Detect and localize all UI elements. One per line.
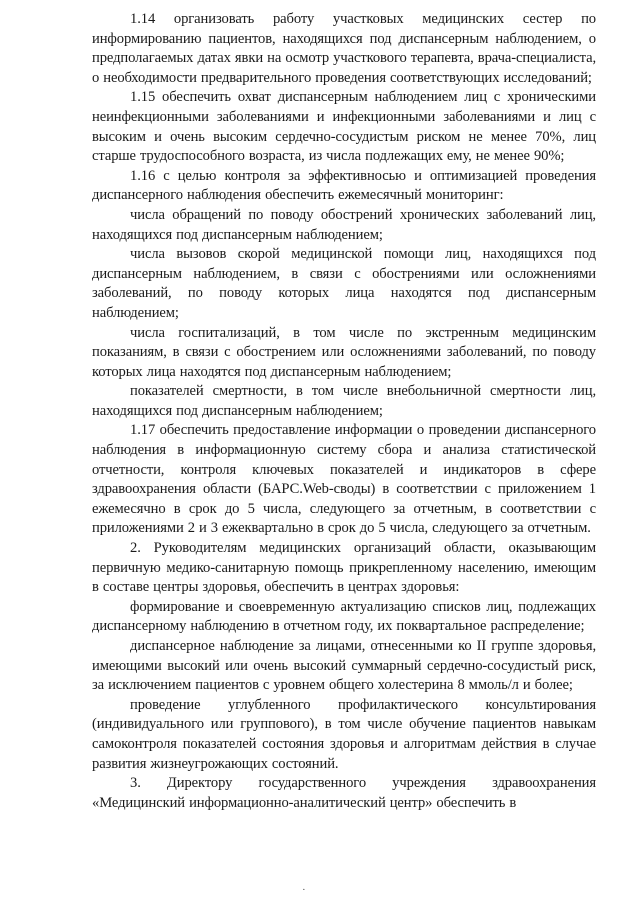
- paragraph-1-15: 1.15 обеспечить охват диспансерным наблюдением лиц с хроническими неинфекционными заболеваниями и инфекционными заболеваниями и лиц с высоким и очень высоким сердечно-сосудистым риском не менее 70%, лиц старше трудоспособного возраста, из числа подлежащих ему, не менее 90%;: [92, 89, 596, 165]
- paragraph-health-center-item: проведение углубленного профилактического консультирования (индивидуального или группового), в том числе обучение пациентов навыкам самоконтроля показателей состояния здоровья и алгоритмам действия в случае развития жизнеугрожающих состояний.: [92, 696, 596, 772]
- paragraph-health-center-item: формирование и своевременную актуализацию списков лиц, подлежащих диспансерному наблюдению в отчетном году, их поквартальное распределение;: [92, 598, 596, 635]
- paragraph-1-14: 1.14 организовать работу участковых медицинских сестер по информированию пациентов, находящихся под диспансерным наблюдением, о предполагаемых датах явки на осмотр участкового терапевта, врача-специалиста, о необходимости предварительного проведения соответствующих исследований;: [92, 11, 596, 86]
- paragraph-2: 2. Руководителям медицинских организаций области, оказывающим первичную медико-санитарную помощь прикрепленному населению, имеющим в составе центры здоровья, обеспечить в центрах здоровья:: [92, 540, 596, 596]
- paragraph-monitoring-item: показателей смертности, в том числе внебольничной смертности лиц, находящихся под диспансерным наблюдением;: [92, 383, 596, 419]
- paragraph-monitoring-item: числа вызовов скорой медицинской помощи лиц, находящихся под диспансерным наблюдением, в связи с обострениями или осложнениями заболеваний, по поводу которых лица находятся под диспансерным наблюдением;: [92, 246, 596, 321]
- paragraph-3: 3. Директору государственного учреждения здравоохранения «Медицинский информационно-аналитический центр» обеспечить в: [92, 775, 596, 811]
- paragraph-health-center-item: диспансерное наблюдение за лицами, отнесенными ко II группе здоровья, имеющими высокий или очень высокий суммарный сердечно-сосудистый риск, за исключением пациентов с уровнем общего холестерина 8 ммоль/л и более;: [92, 638, 596, 694]
- paragraph-monitoring-item: числа госпитализаций, в том числе по экстренным медицинским показаниям, в связи с обострением или осложнениями заболеваний, по поводу которых лица находятся под диспансерным наблюдением;: [92, 324, 596, 380]
- scan-speck: ·: [302, 884, 306, 896]
- paragraph-monitoring-item: числа обращений по поводу обострений хронических заболеваний лиц, находящихся под диспансерным наблюдением;: [92, 206, 596, 243]
- document-body: [92, 10, 596, 813]
- paragraph-1-16: 1.16 с целью контроля за эффективносью и оптимизацией проведения диспансерного наблюдения обеспечить ежемесячный мониторинг:: [92, 167, 596, 204]
- paragraph-1-17: 1.17 обеспечить предоставление информации о проведении диспансерного наблюдения в информационную систему сбора и анализа статистической отчетности, контроля ключевых показателей и индикаторов в сфере здравоохранения области (БАРС.Web-своды) в соответствии с приложением 1 ежемесячно в срок до 5 числа, следующего за отчетным, в соответствии с приложениями 2 и 3 ежеквартально в срок до 5 числа, следующего за отчетным.: [92, 422, 596, 537]
